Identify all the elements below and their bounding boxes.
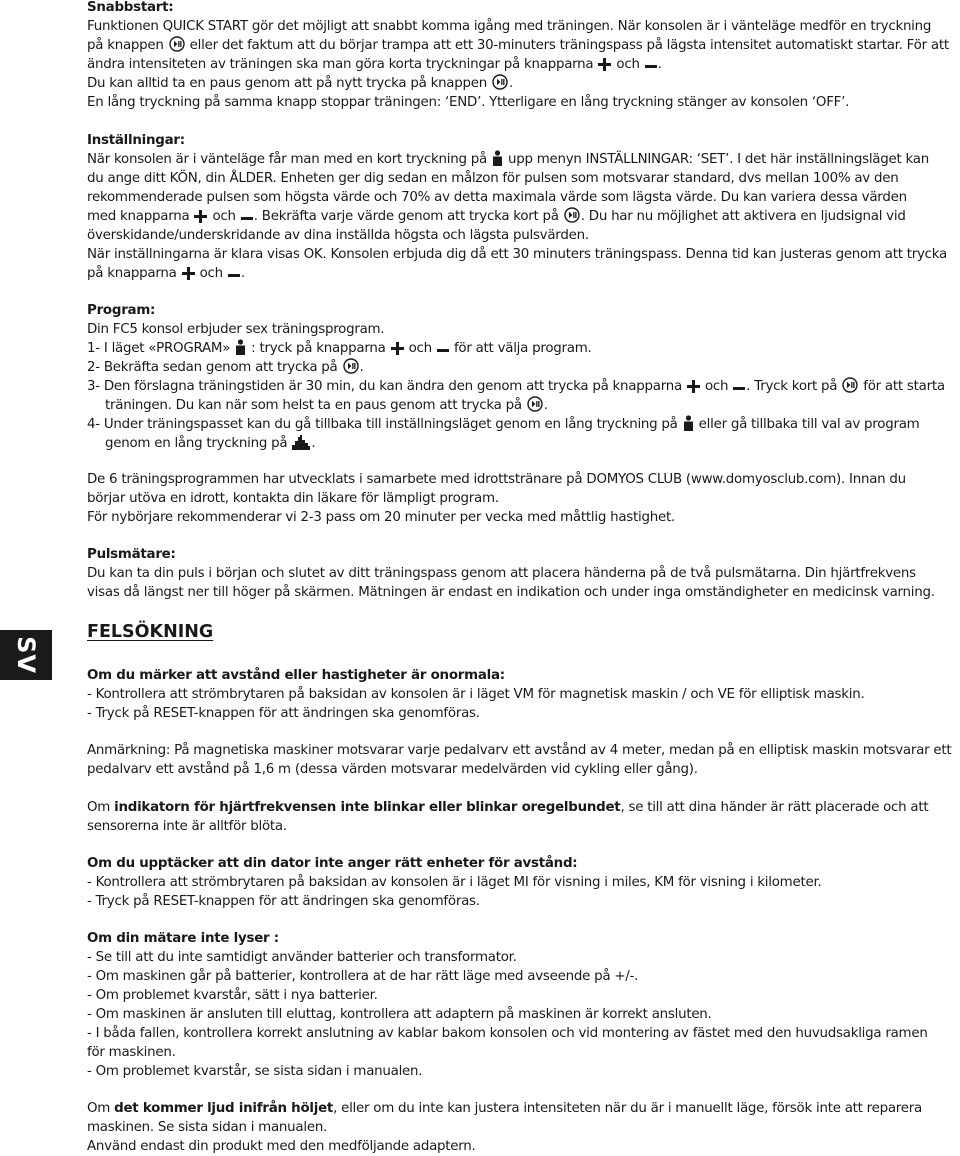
program-line: De 6 träningsprogrammen har utvecklats i samarbete med idrottstränare på DOMYOS CLUB (www.domyosclub.com). Innan du [87,472,906,487]
felsokning-question: Om din mätare inte lyser : [87,931,279,946]
plus-icon [687,380,700,393]
play-pause-icon [527,396,543,412]
program-profile-icon [292,435,310,450]
installningar-line: med knapparna och . Bekräfta varje värde genom att trycka kort på . Du har nu möjlighet att aktivera en ljudsignal vid [87,209,906,224]
snabbstart-line: Funktionen QUICK START gör det möjligt att snabbt komma igång med träningen. När konsolen är i vänteläge medför en tryckning [87,19,932,34]
felsokning-line: - Se till att du inte samtidigt använder batterier och transformator. [87,950,517,965]
felsokning-line: - Tryck på RESET-knappen för att ändringen ska genomföras. [87,894,480,909]
program-step: 2- Bekräfta sedan genom att trycka på . [87,360,364,375]
play-pause-icon [169,36,185,52]
play-pause-icon [492,74,508,90]
felsokning-line: för maskinen. [87,1045,176,1060]
felsokning-line: - Om problemet kvarstår, se sista sidan i manualen. [87,1064,423,1079]
snabbstart-heading: Snabbstart: [87,0,174,15]
minus-icon [645,58,657,71]
person-icon [492,150,503,166]
plus-icon [391,342,404,355]
plus-icon [194,210,207,223]
minus-icon [228,267,240,280]
program-line: Din FC5 konsol erbjuder sex träningsprogram. [87,322,385,337]
program-step: träningen. Du kan när som helst ta en paus genom att trycka på . [105,398,548,413]
play-pause-icon [842,377,858,393]
installningar-line: på knapparna och . [87,266,245,281]
language-tab-label: SV [11,636,40,674]
felsokning-line: maskinen. Se sista sidan i manualen. [87,1120,328,1135]
program-line: För nybörjare rekommenderar vi 2-3 pass om 20 minuter per vecka med måttlig hastighet. [87,510,675,525]
felsokning-title: FELSÖKNING [87,622,214,642]
pulsmatare-line: visas då längst ner till höger på skärmen. Mätningen är endast en indikation och under inga omständigheter en medicinsk varning. [87,585,935,600]
program-step: genom en lång tryckning på . [105,436,316,451]
program-step: 4- Under träningspasset kan du gå tillbaka till inställningsläget genom en lång tryckning på eller gå tillbaka till val av program [87,417,920,432]
pulsmatare-line: Du kan ta din puls i början och slutet av ditt träningspass genom att placera händerna på de två pulsmätarna. Din hjärtfrekvens [87,566,916,581]
installningar-heading: Inställningar: [87,133,185,148]
felsokning-line: - Om problemet kvarstår, sätt i nya batterier. [87,988,378,1003]
plus-icon [598,58,611,71]
snabbstart-line: Du kan alltid ta en paus genom att på nytt trycka på knappen . [87,76,514,91]
felsokning-line: Anmärkning: På magnetiska maskiner motsvarar varje pedalvarv ett avstånd av 4 meter, medan på en elliptisk maskin motsvarar ett [87,743,952,758]
snabbstart-line: En lång tryckning på samma knapp stoppar träningen: ‘END’. Ytterligare en lång tryckning stänger av konsolen ‘OFF’. [87,95,850,110]
minus-icon [241,210,253,223]
felsokning-line: - Om maskinen är ansluten till eluttag, kontrollera att adaptern på maskinen är korrekt ansluten. [87,1007,712,1022]
program-step: 1- I läget «PROGRAM» : tryck på knapparna och för att välja program. [87,341,592,356]
program-step: 3- Den förslagna träningstiden är 30 min, du kan ändra den genom att trycka på knapparna och . Tryck kort på för att starta [87,379,945,394]
felsokning-line: - Kontrollera att strömbrytaren på baksidan av konsolen är i läget MI för visning i miles, KM för visning i kilometer. [87,875,822,890]
snabbstart-line: på knappen eller det faktum att du börjar trampa att ett 30-minuters träningspass på lägsta intensitet automatiskt startar. För att [87,38,949,53]
felsokning-question: Om du märker att avstånd eller hastigheter är onormala: [87,668,505,683]
language-tab [0,630,52,680]
felsokning-line: - Kontrollera att strömbrytaren på baksidan av konsolen är i läget VM för magnetisk maskin / och VE för elliptisk maskin. [87,687,865,702]
felsokning-line: pedalvarv ett avstånd på 1,6 m (dessa värden motsvarar medelvärden vid cykling eller gång). [87,762,698,777]
person-icon [235,339,246,355]
felsokning-line: Om det kommer ljud inifrån höljet, eller om du inte kan justera intensiteten när du är i manuellt läge, försök inte att reparera [87,1101,922,1116]
installningar-line: När inställningarna är klara visas OK. Konsolen erbjuda dig då ett 30 minuters träningspass. Denna tid kan justeras genom att trycka [87,247,948,262]
installningar-line: du ange ditt KÖN, din ÅLDER. Enheten ger dig sedan en målzon för pulsen som motsvarar standard, dvs mellan 100% av den [87,171,899,186]
felsokning-line: - Om maskinen går på batterier, kontrollera at de har rätt läge med avseende på +/-. [87,969,639,984]
pulsmatare-heading: Pulsmätare: [87,547,176,562]
installningar-line: När konsolen är i vänteläge får man med en kort tryckning på upp menyn INSTÄLLNINGAR: ‘SET’. I det här inställningsläget kan [87,152,929,167]
play-pause-icon [343,358,359,374]
felsokning-line: - I båda fallen, kontrollera korrekt anslutning av kablar bakom konsolen och vid montering av fästet med den huvudsakliga ramen [87,1026,928,1041]
snabbstart-line: ändra intensiteten av träningen ska man göra korta tryckningar på knapparna och . [87,57,662,72]
felsokning-line: sensorerna inte är alltför blöta. [87,819,287,834]
felsokning-question: Om du upptäcker att din dator inte anger rätt enheter för avstånd: [87,856,578,871]
plus-icon [182,267,195,280]
minus-icon [437,342,449,355]
felsokning-line: Använd endast din produkt med den medföljande adaptern. [87,1139,476,1154]
felsokning-line: Om indikatorn för hjärtfrekvensen inte blinkar eller blinkar oregelbundet, se till att dina händer är rätt placerade och att [87,800,929,815]
play-pause-icon [564,207,580,223]
installningar-line: överskidande/underskridande av dina inställda högsta och lägsta pulsvärden. [87,228,589,243]
program-heading: Program: [87,303,156,318]
program-line: börjar utöva en idrott, kontakta din läkare för lämpligt program. [87,491,499,506]
installningar-line: rekommenderade pulsen som högsta värde och 70% av detta maximala värde som lägsta värde. Du kan variera dessa värden [87,190,907,205]
minus-icon [733,380,745,393]
felsokning-line: - Tryck på RESET-knappen för att ändringen ska genomföras. [87,706,480,721]
person-icon [683,415,694,431]
